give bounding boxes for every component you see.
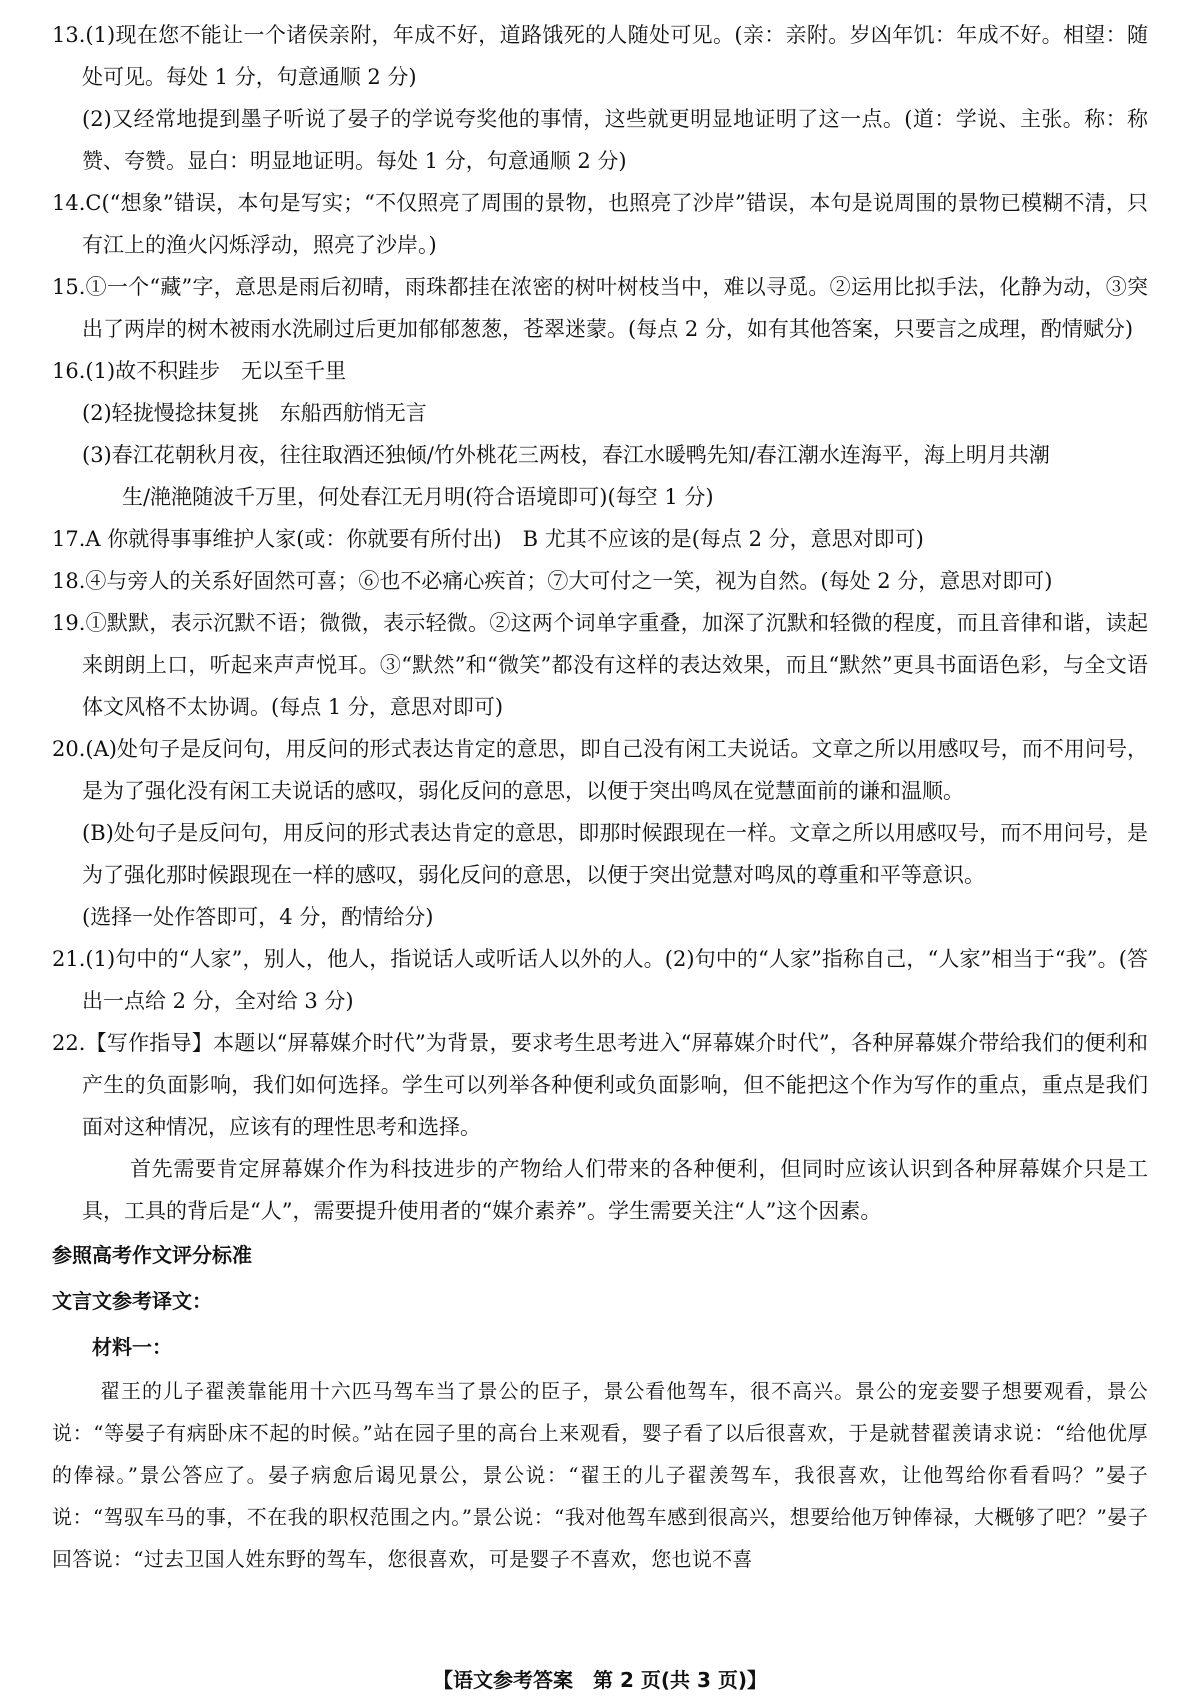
answer-21: 21.(1)句中的“人家”，别人，他人，指说话人或听话人以外的人。(2)句中的“人家”指称自己，“人家”相当于“我”。(答出一点给 2 分，全对给 3 分)	[52, 947, 1148, 1013]
answer-16-3: (3)春江花朝秋月夜，往往取酒还独倾/竹外桃花三两枝，春江水暖鸭先知/春江潮水连海平，海上明月共潮	[82, 443, 1050, 467]
answer-20-note: (选择一处作答即可，4 分，酌情给分)	[82, 905, 434, 929]
scoring-standard-heading: 参照高考作文评分标准	[52, 1243, 252, 1267]
answer-17: 17.A 你就得事事维护人家(或：你就要有所付出) B 尤其不应该的是(每点 2 分，意思对即可)	[52, 527, 924, 551]
page-footer: 【语文参考答案 第 2 页(共 3 页)】	[433, 1668, 767, 1692]
answer-20-a: 20.(A)处句子是反问句，用反问的形式表达肯定的意思，即自己没有闲工夫说话。文章之所以用感叹号，而不用问号，是为了强化没有闲工夫说话的感叹，弱化反问的意思，以便于突出鸣凤在觉慧面前的谦和温顺。	[52, 737, 1148, 803]
material-one-heading: 材料一：	[92, 1335, 172, 1359]
answer-13-1: 13.(1)现在您不能让一个诸侯亲附，年成不好，道路饿死的人随处可见。(亲：亲附。岁凶年饥：年成不好。相望：随处可见。每处 1 分，句意通顺 2 分)	[52, 23, 1148, 89]
answer-15: 15.①一个“藏”字，意思是雨后初晴，雨珠都挂在浓密的树叶树枝当中，难以寻觅。②运用比拟手法，化静为动，③突出了两岸的树木被雨水洗刷过后更加郁郁葱葱，苍翠迷蒙。(每点 2 分，如有其他答案，只要言之成理，酌情赋分)	[52, 275, 1148, 341]
answer-16-3-continued: 生/滟滟随波千万里，何处春江无月明(符合语境即可)(每空 1 分)	[122, 485, 714, 509]
answer-19: 19.①默默，表示沉默不语；微微，表示轻微。②这两个词单字重叠，加深了沉默和轻微的程度，而且音律和谐，读起来朗朗上口，听起来声声悦耳。③“默然”和“微笑”都没有这样的表达效果，而且“默然”更具书面语色彩，与全文语体文风格不太协调。(每点 1 分，意思对即可)	[52, 611, 1148, 719]
translation-text: 翟王的儿子翟羡靠能用十六匹马驾车当了景公的臣子，景公看他驾车，很不高兴。景公的宠妾婴子想要观看，景公说：“等晏子有病卧床不起的时候。”站在园子里的高台上来观看，婴子看了以后很喜欢，于是就替翟羡请求说：“给他优厚的俸禄。”景公答应了。晏子病愈后谒见景公，景公说：“翟王的儿子翟羡驾车，我很喜欢，让他驾给你看看吗？”晏子说：“驾驭车马的事，不在我的职权范围之内。”景公说：“我对他驾车感到很高兴，想要给他万钟俸禄，大概够了吧？”晏子回答说：“过去卫国人姓东野的驾车，您很喜欢，可是婴子不喜欢，您也说不喜	[52, 1379, 1148, 1571]
translation-heading: 文言文参考译文：	[52, 1289, 212, 1313]
answer-14: 14.C(“想象”错误，本句是写实；“不仅照亮了周围的景物，也照亮了沙岸”错误，本句是说周围的景物已模糊不清，只有江上的渔火闪烁浮动，照亮了沙岸。)	[52, 191, 1148, 257]
answer-20-b: (B)处句子是反问句，用反问的形式表达肯定的意思，即那时候跟现在一样。文章之所以用感叹号，而不用问号，是为了强化那时候跟现在一样的感叹，弱化反问的意思，以便于突出觉慧对鸣凤的尊重和平等意识。	[82, 821, 1148, 887]
answer-13-2: (2)又经常地提到墨子听说了晏子的学说夸奖他的事情，这些就更明显地证明了这一点。(道：学说、主张。称：称赞、夸赞。显白：明显地证明。每处 1 分，句意通顺 2 分)	[82, 107, 1148, 173]
answer-page	[52, 14, 1148, 1580]
answer-16-1: 16.(1)故不积跬步 无以至千里	[52, 359, 347, 383]
answer-16-2: (2)轻拢慢捻抹复挑 东船西舫悄无言	[82, 401, 427, 425]
answer-22-guide-continued: 首先需要肯定屏幕媒介作为科技进步的产物给人们带来的各种便利，但同时应该认识到各种屏幕媒介只是工具，工具的背后是“人”，需要提升使用者的“媒介素养”。学生需要关注“人”这个因素。	[82, 1157, 1148, 1223]
answer-18: 18.④与旁人的关系好固然可喜；⑥也不必痛心疾首；⑦大可付之一笑，视为自然。(每处 2 分，意思对即可)	[52, 569, 1053, 593]
answer-22-guide: 22.【写作指导】本题以“屏幕媒介时代”为背景，要求考生思考进入“屏幕媒介时代”，各种屏幕媒介带给我们的便利和产生的负面影响，我们如何选择。学生可以列举各种便利或负面影响，但不能把这个作为写作的重点，重点是我们面对这种情况，应该有的理性思考和选择。	[52, 1031, 1148, 1139]
